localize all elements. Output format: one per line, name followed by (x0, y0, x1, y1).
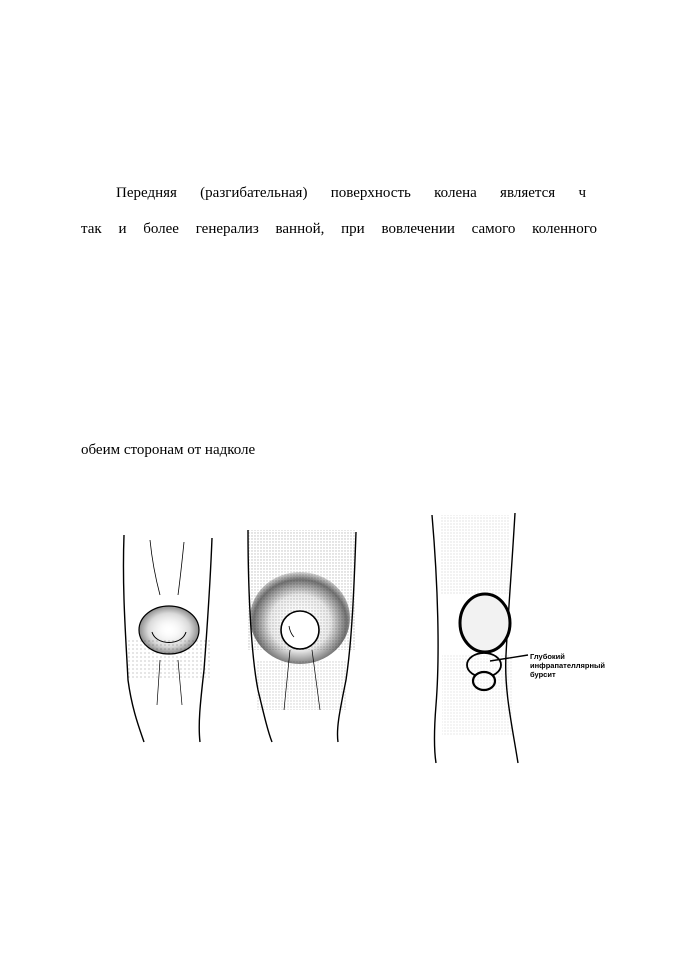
knee-illustration-left (112, 520, 222, 745)
caption-line-1: Глубокий (530, 652, 565, 661)
caption-line-2: инфрапателлярный (530, 661, 606, 670)
body-text-line-3: обеим сторонам от надколе (81, 442, 256, 458)
knee-illustration-right (420, 505, 530, 765)
caption-line-3: бурсит (530, 670, 556, 679)
body-text-line-1: Передняя (разгибательная) поверхность колена является ч (116, 185, 586, 201)
figure-caption (530, 652, 605, 679)
knee-illustration-middle (242, 520, 362, 745)
body-text-line-2: так и более генерализ ванной, при вовлечении самого коленного (81, 221, 597, 237)
